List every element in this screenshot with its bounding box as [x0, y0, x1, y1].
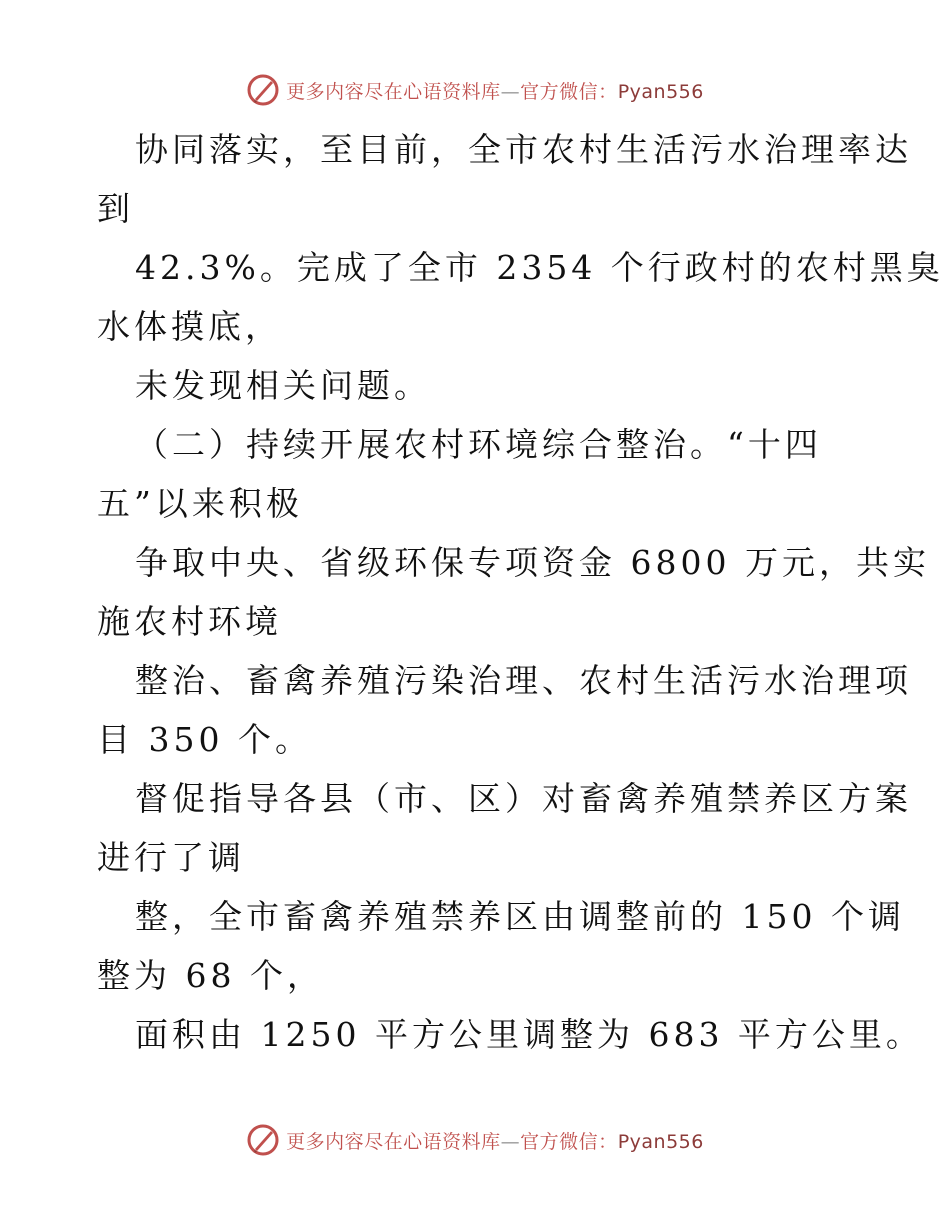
watermark-suffix: 官方微信： — [520, 1130, 618, 1153]
watermark-prefix: 更多内容尽在心语资料库 — [286, 80, 501, 103]
body-line: 整治、畜禽养殖污染治理、农村生活污水治理项 — [135, 661, 912, 700]
body-line: 水体摸底， — [97, 307, 282, 346]
body-line: 42.3%。完成了全市 2354 个行政村的农村黑臭 — [135, 248, 944, 287]
body-line: 整，全市畜禽养殖禁养区由调整前的 150 个调 — [135, 897, 905, 936]
watermark-separator: — — [500, 80, 521, 103]
body-line: 争取中央、省级环保专项资金 6800 万元，共实 — [135, 543, 930, 582]
body-line: 五”以来积极 — [97, 484, 303, 523]
watermark-account: Pyan556 — [617, 80, 704, 103]
watermark-separator: — — [500, 1130, 521, 1153]
document-body — [97, 120, 944, 1064]
watermark-prefix: 更多内容尽在心语资料库 — [286, 1130, 501, 1153]
body-line: （二）持续开展农村环境综合整治。“十四 — [135, 425, 822, 464]
watermark-text — [286, 77, 704, 104]
quill-logo-icon — [246, 1123, 280, 1157]
body-line: 目 350 个。 — [97, 720, 312, 759]
body-line: 协同落实，至目前，全市农村生活污水治理率达 — [135, 130, 912, 169]
quill-logo-icon — [246, 73, 280, 107]
body-line: 督促指导各县（市、区）对畜禽养殖禁养区方案 — [135, 779, 912, 818]
header-watermark — [0, 70, 950, 110]
body-line: 面积由 1250 平方公里调整为 683 平方公里。 — [135, 1015, 923, 1054]
watermark-account: Pyan556 — [617, 1130, 704, 1153]
body-line: 到 — [97, 189, 134, 228]
watermark-suffix: 官方微信： — [520, 80, 618, 103]
watermark-text — [286, 1127, 704, 1154]
body-line: 未发现相关问题。 — [135, 366, 431, 405]
body-line: 施农村环境 — [97, 602, 282, 641]
footer-watermark — [0, 1120, 950, 1160]
body-line: 整为 68 个， — [97, 956, 324, 995]
body-line: 进行了调 — [97, 838, 245, 877]
